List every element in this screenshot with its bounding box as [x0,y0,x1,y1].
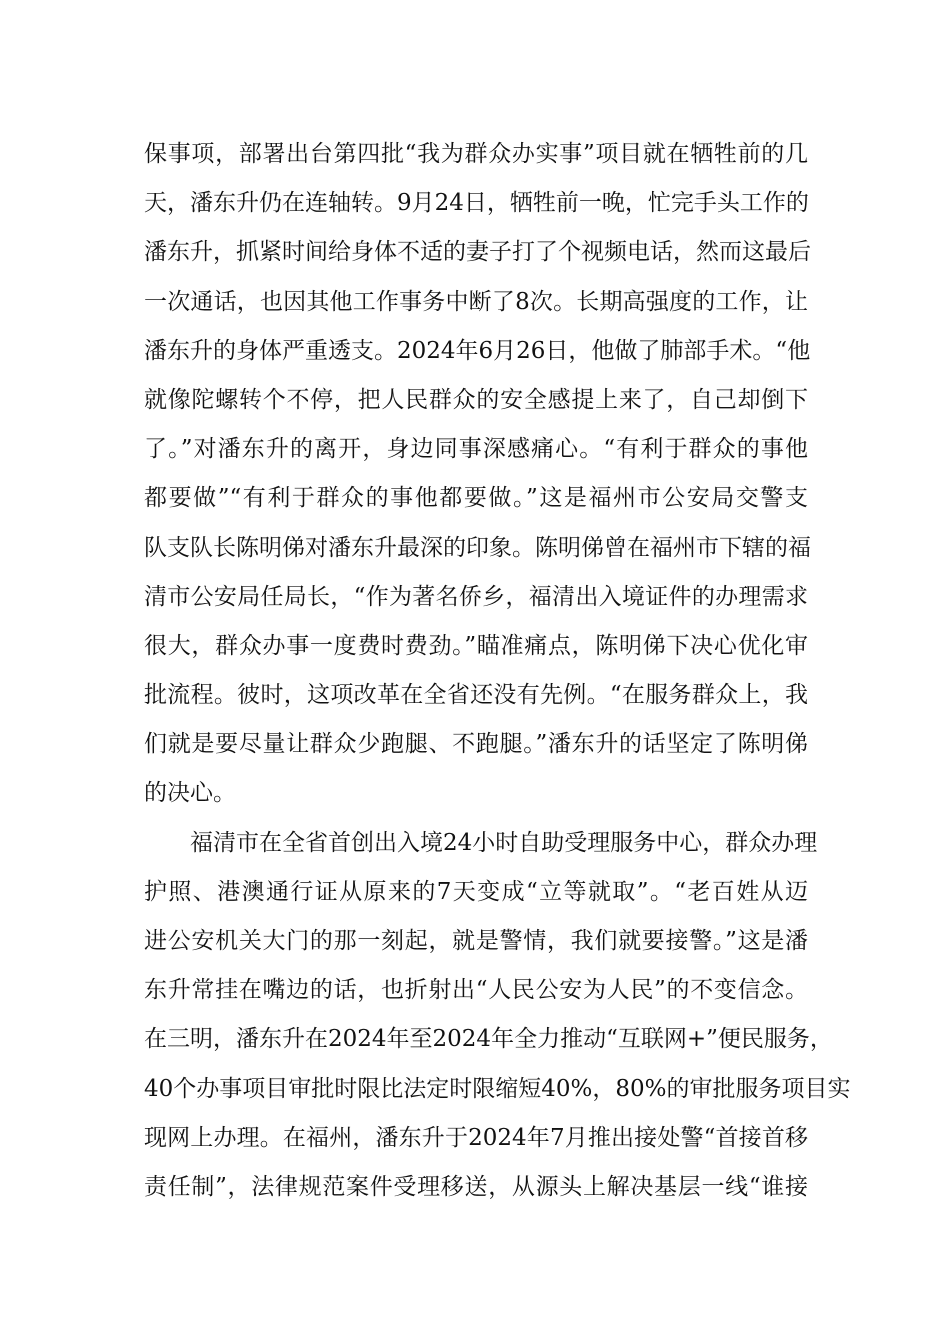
text-line: 进公安机关大门的那一刻起，就是警情，我们就要接警。”这是潘 [144,928,808,954]
paragraph-1 [144,130,811,819]
text-line: 保事项，部署出台第四批“我为群众办实事”项目就在牺牲前的几 [144,141,808,167]
text-line: 就像陀螺转个不停，把人民群众的安全感提上来了，自己却倒下 [144,386,808,413]
text-line: 在三明，潘东升在2024年至2024年全力推动“互联网+”便民服务， [144,1026,833,1053]
text-line: 潘东升的身体严重透支。2024年6月26日，他做了肺部手术。“他 [144,337,811,364]
paragraph-2 [144,819,851,1213]
text-line: 福清市在全省首创出入境24小时自助受理服务中心，群众办理 [190,829,818,856]
text-line: 批流程。彼时，这项改革在全省还没有先例。“在服务群众上，我 [144,682,808,709]
text-line: 40个办事项目审批时限比法定时限缩短40%，80%的审批服务项目实 [144,1075,851,1102]
text-line: 了。”对潘东升的离开，身边同事深感痛心。“有利于群众的事他 [144,436,808,463]
text-line: 护照、港澳通行证从原来的7天变成“立等就取”。“老百姓从迈 [144,878,808,905]
text-line: 现网上办理。在福州，潘东升于2024年7月推出接处警“首接首移 [144,1124,808,1151]
text-line: 天，潘东升仍在连轴转。9月24日，牺牲前一晚，忙完手头工作的 [144,190,809,217]
text-line: 很大，群众办事一度费时费劲。”瞄准痛点，陈明俤下决心优化审 [144,632,808,659]
text-line: 都要做”“有利于群众的事他都要做。”这是福州市公安局交警支 [144,485,808,512]
text-line: 队支队长陈明俤对潘东升最深的印象。陈明俤曾在福州市下辖的福 [144,534,811,561]
text-line: 的决心。 [144,780,236,807]
text-line: 一次通话，也因其他工作事务中断了8次。长期高强度的工作，让 [144,288,808,315]
text-line: 东升常挂在嘴边的话，也折射出“人民公安为人民”的不变信念。 [144,977,808,1004]
text-line: 潘东升，抓紧时间给身体不适的妻子打了个视频电话，然而这最后 [144,239,811,266]
text-line: 们就是要尽量让群众少跑腿、不跑腿。”潘东升的话坚定了陈明俤 [144,731,808,758]
body-text [144,130,851,1212]
text-line: 清市公安局任局长，“作为著名侨乡，福清出入境证件的办理需求 [144,583,808,610]
text-line: 责任制”，法律规范案件受理移送，从源头上解决基层一线“谁接 [144,1173,808,1200]
